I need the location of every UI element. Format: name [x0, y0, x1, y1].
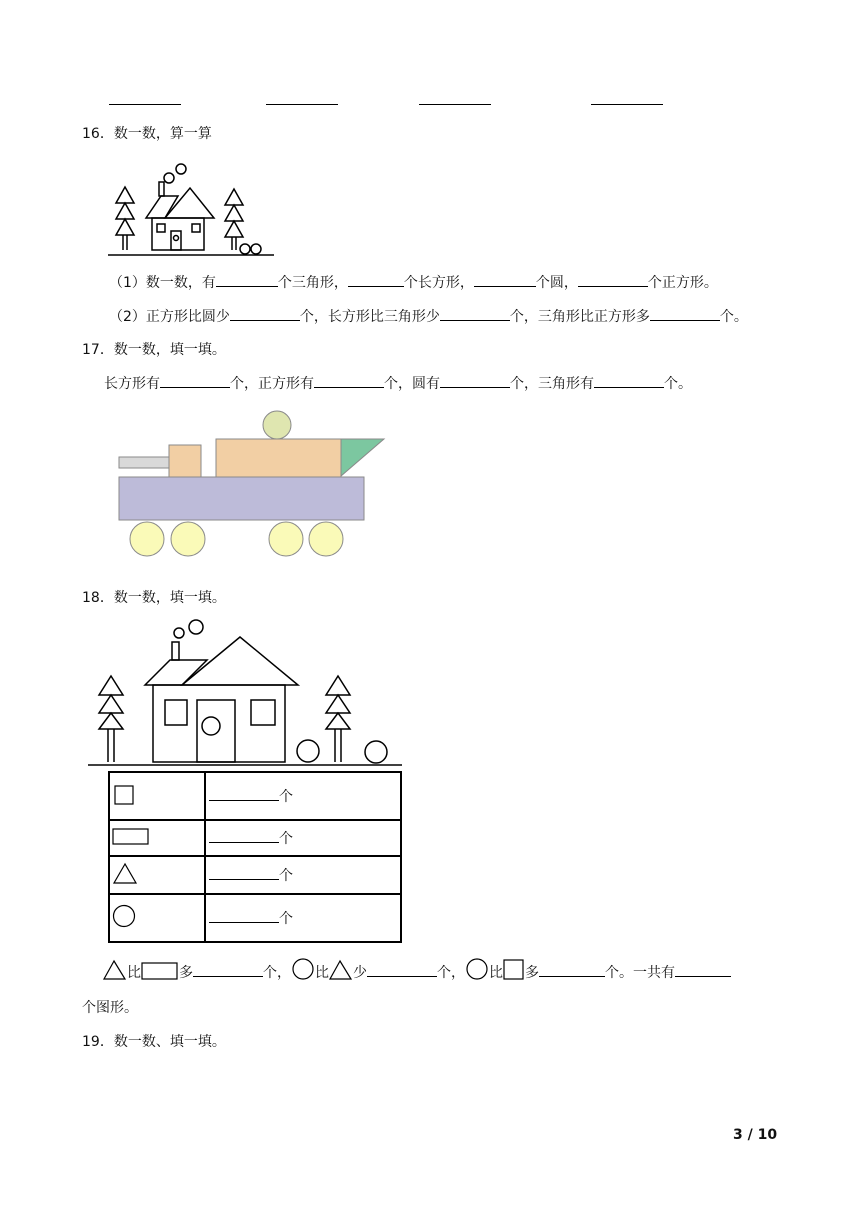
text: 比	[489, 965, 503, 981]
answer-cell	[205, 772, 401, 820]
text: 个圆，	[535, 275, 578, 291]
house-figure-small	[108, 152, 278, 258]
answer-blank[interactable]	[539, 962, 605, 977]
answer-blank[interactable]	[440, 373, 510, 388]
question-16-title: 16．数一数，算一算	[82, 126, 212, 142]
question-18-line-2: 个图形。	[82, 1000, 138, 1016]
text: 个，	[263, 965, 291, 981]
answer-cell	[205, 894, 401, 942]
text: 长方形有	[104, 376, 160, 392]
answer-blank[interactable]	[314, 373, 384, 388]
text: 个，长方形比三角形少	[299, 309, 440, 325]
answer-cell	[205, 820, 401, 856]
text: 个，圆有	[384, 376, 440, 392]
square-icon	[114, 785, 136, 807]
answer-blank[interactable]	[440, 306, 510, 321]
text: 个。	[719, 309, 748, 325]
triangle-icon	[112, 862, 140, 886]
question-17-line	[104, 373, 692, 394]
question-17-title: 17．数一数，填一填。	[82, 342, 226, 358]
answer-blank[interactable]	[474, 272, 536, 287]
question-18-comparison-line	[103, 957, 731, 985]
triangle-icon	[103, 959, 127, 981]
triangle-icon	[329, 959, 353, 981]
text: 个正方形。	[647, 275, 718, 291]
answer-blank[interactable]	[578, 272, 648, 287]
text: 多	[525, 965, 539, 981]
answer-blank[interactable]	[209, 865, 279, 880]
text: 比	[127, 965, 141, 981]
shape-cell	[109, 772, 205, 820]
answer-blank[interactable]	[209, 828, 279, 843]
answer-line[interactable]	[109, 104, 181, 105]
unit-label: 个	[279, 911, 293, 927]
shape-cell	[109, 894, 205, 942]
table-row	[109, 894, 401, 942]
text: 个长方形，	[403, 275, 474, 291]
text: 多	[179, 965, 193, 981]
text: 个，	[437, 965, 465, 981]
question-18-title: 18．数一数，填一填。	[82, 590, 226, 606]
answer-blank[interactable]	[650, 306, 720, 321]
text: 个。	[664, 376, 692, 392]
shape-cell	[109, 856, 205, 894]
text: 个，三角形比正方形多	[509, 309, 650, 325]
answer-blank[interactable]	[160, 373, 230, 388]
cart-figure	[116, 408, 388, 560]
page-number: 3 / 10	[733, 1127, 778, 1143]
answer-line[interactable]	[419, 104, 491, 105]
answer-blank[interactable]	[367, 962, 437, 977]
answer-blank[interactable]	[193, 962, 263, 977]
circle-icon	[112, 904, 138, 930]
table-row	[109, 820, 401, 856]
unit-label: 个	[279, 868, 293, 884]
question-19-title: 19．数一数、填一填。	[82, 1034, 226, 1050]
answer-blank[interactable]	[209, 786, 279, 801]
rectangle-icon	[112, 827, 152, 847]
text: 个。一共有	[605, 965, 675, 981]
circle-icon	[291, 957, 315, 981]
answer-blank[interactable]	[594, 373, 664, 388]
unit-label: 个	[279, 831, 293, 847]
shape-cell	[109, 820, 205, 856]
rectangle-icon	[141, 961, 179, 981]
house-figure-large	[88, 617, 404, 769]
answer-line[interactable]	[266, 104, 338, 105]
text: （2）正方形比圆少	[109, 309, 230, 325]
answer-blank[interactable]	[209, 908, 279, 923]
answer-cell	[205, 856, 401, 894]
question-16-line-1	[109, 272, 718, 293]
answer-line[interactable]	[591, 104, 663, 105]
text: （1）数一数，有	[109, 275, 216, 291]
text: 个，正方形有	[230, 376, 314, 392]
answer-blank[interactable]	[348, 272, 404, 287]
text: 个三角形，	[277, 275, 348, 291]
unit-label: 个	[279, 789, 293, 805]
square-icon	[503, 959, 525, 981]
text: 个，三角形有	[510, 376, 594, 392]
circle-icon	[465, 957, 489, 981]
shape-count-table	[108, 771, 402, 943]
answer-blank[interactable]	[675, 962, 731, 977]
answer-blank[interactable]	[216, 272, 278, 287]
answer-blank[interactable]	[230, 306, 300, 321]
table-row	[109, 856, 401, 894]
question-16-line-2	[109, 306, 748, 327]
text: 少	[353, 965, 367, 981]
text: 比	[315, 965, 329, 981]
table-row	[109, 772, 401, 820]
